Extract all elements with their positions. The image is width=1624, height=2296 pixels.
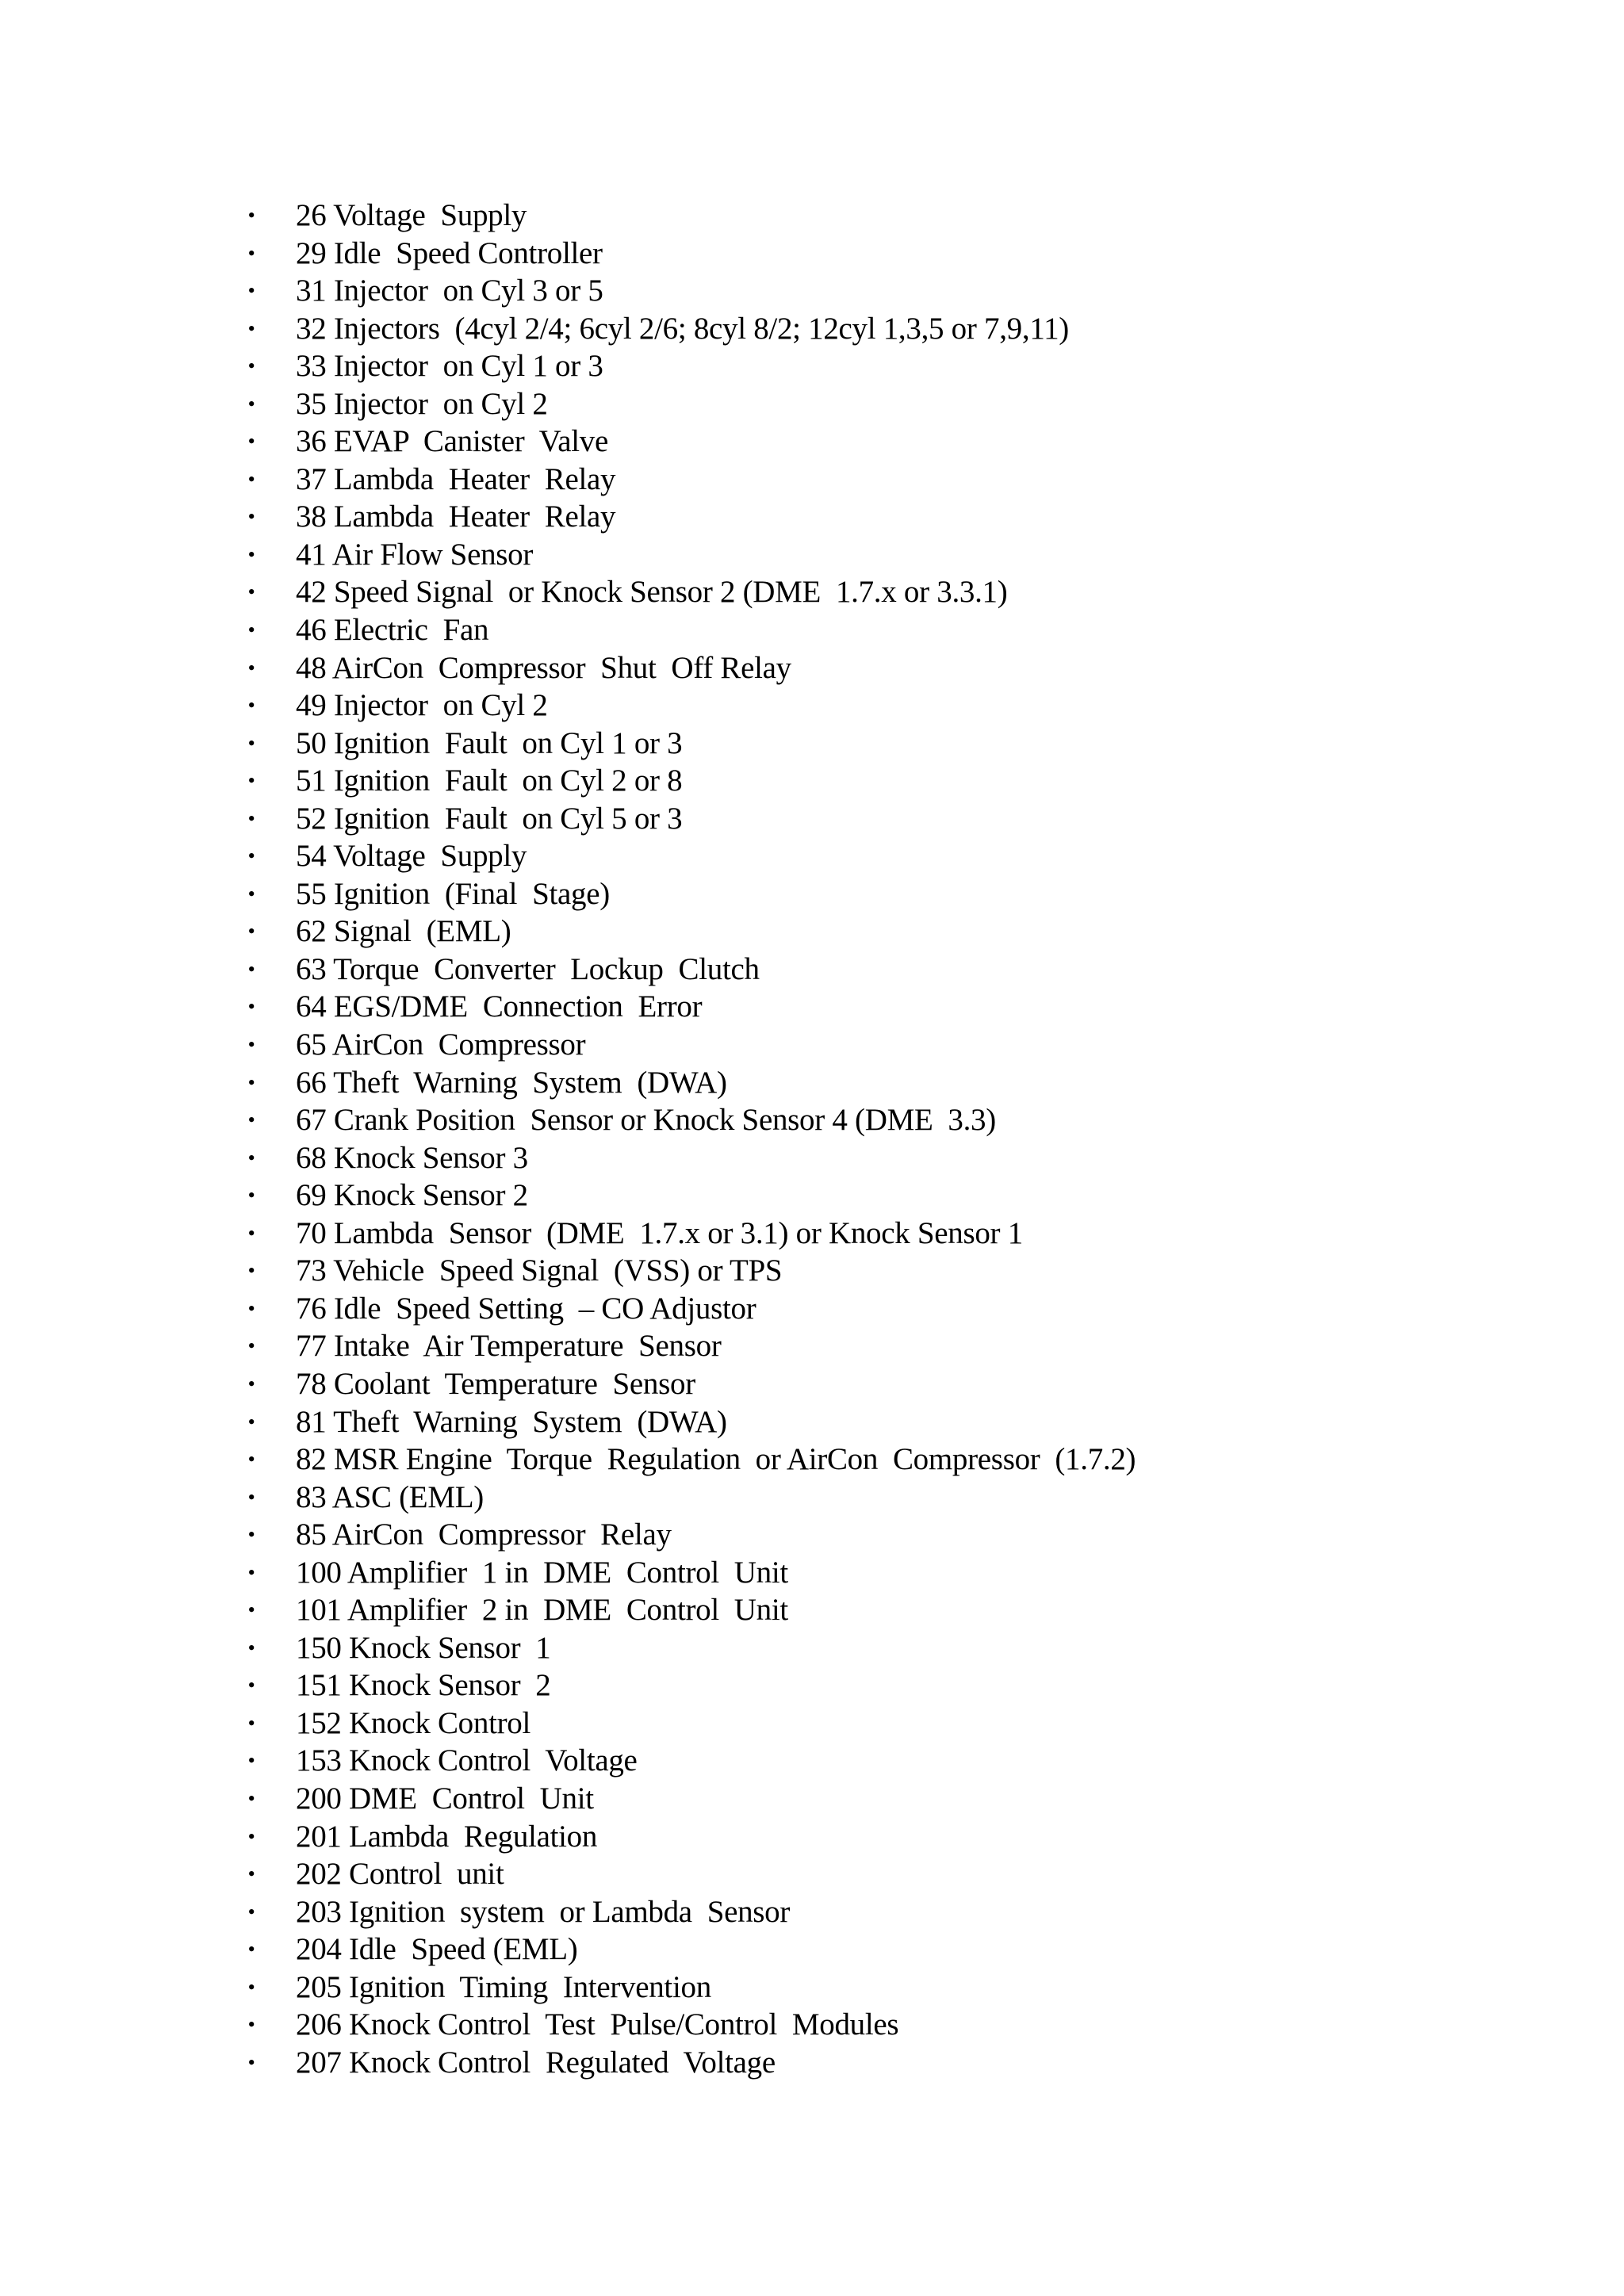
list-item-text: 68 Knock Sensor 3 <box>296 1140 528 1175</box>
bullet-icon: • <box>247 1523 255 1547</box>
bullet-icon: • <box>247 1824 255 1848</box>
bullet-icon: • <box>247 1749 255 1773</box>
list-item-text: 82 MSR Engine Torque Regulation or AirCon Compressor (1.7.2) <box>296 1442 1136 1477</box>
list-item-text: 37 Lambda Heater Relay <box>296 461 616 496</box>
list-item-text: 65 AirCon Compressor <box>296 1027 586 1062</box>
bullet-icon: • <box>247 1938 255 1961</box>
bullet-icon: • <box>247 2050 255 2074</box>
list-item-text: 69 Knock Sensor 2 <box>296 1178 528 1213</box>
bullet-icon: • <box>247 1636 255 1659</box>
list-item-text: 50 Ignition Fault on Cyl 1 or 3 <box>296 725 683 760</box>
bullet-icon: • <box>247 1862 255 1886</box>
list-item-text: 33 Injector on Cyl 1 or 3 <box>296 349 603 384</box>
list-item-text: 26 Voltage Supply <box>296 198 527 232</box>
list-item-text: 36 EVAP Canister Valve <box>296 424 608 459</box>
bullet-icon: • <box>247 1296 255 1320</box>
list-item-text: 52 Ignition Fault on Cyl 5 or 3 <box>296 801 683 836</box>
list-item-text: 64 EGS/DME Connection Error <box>296 989 703 1024</box>
bullet-icon: • <box>247 1410 255 1433</box>
bullet-icon: • <box>247 1674 255 1697</box>
bullet-icon: • <box>247 1448 255 1471</box>
list-item-text: 54 Voltage Supply <box>296 839 527 874</box>
bullet-icon: • <box>247 1334 255 1358</box>
bullet-icon: • <box>247 354 255 378</box>
bullet-icon: • <box>247 279 255 303</box>
list-item-text: 31 Injector on Cyl 3 or 5 <box>296 274 603 308</box>
bullet-icon: • <box>247 995 255 1019</box>
list-item-text: 203 Ignition system or Lambda Sensor <box>296 1894 791 1929</box>
list-item-text: 153 Knock Control Voltage <box>296 1743 638 1778</box>
bullet-icon: • <box>247 731 255 755</box>
bullet-icon: • <box>247 806 255 830</box>
list-item-text: 85 AirCon Compressor Relay <box>296 1517 672 1552</box>
bullet-icon: • <box>247 505 255 529</box>
list-item-text: 78 Coolant Temperature Sensor <box>296 1366 695 1401</box>
list-item-text: 32 Injectors (4cyl 2/4; 6cyl 2/6; 8cyl 8/2; 12cyl 1,3,5 or 7,9,11) <box>296 311 1069 346</box>
bullet-icon: • <box>247 1598 255 1622</box>
bullet-icon: • <box>247 1259 255 1283</box>
list-item-text: 70 Lambda Sensor (DME 1.7.x or 3.1) or Knock Sensor 1 <box>296 1215 1023 1250</box>
bullet-icon: • <box>247 1070 255 1094</box>
list-item-text: 81 Theft Warning System (DWA) <box>296 1404 727 1439</box>
list-item-text: 41 Air Flow Sensor <box>296 537 534 572</box>
bullet-icon: • <box>247 392 255 415</box>
list-item-text: 101 Amplifier 2 in DME Control Unit <box>296 1593 788 1628</box>
bullet-icon: • <box>247 1900 255 1923</box>
list-item-text: 100 Amplifier 1 in DME Control Unit <box>296 1555 788 1590</box>
bullet-icon: • <box>247 1560 255 1584</box>
bullet-icon: • <box>247 316 255 340</box>
bullet-icon: • <box>247 694 255 718</box>
bullet-icon: • <box>247 1786 255 1810</box>
list-item-text: 63 Torque Converter Lockup Clutch <box>296 951 760 986</box>
list-item-text: 62 Signal (EML) <box>296 914 511 949</box>
bullet-icon: • <box>247 920 255 943</box>
bullet-icon: • <box>247 618 255 642</box>
bullet-icon: • <box>247 467 255 491</box>
list-item-text: 42 Speed Signal or Knock Sensor 2 (DME 1.7.x or 3.3.1) <box>296 575 1008 610</box>
bullet-icon: • <box>247 1033 255 1057</box>
bullet-icon: • <box>247 656 255 679</box>
bullet-icon: • <box>247 844 255 868</box>
list-item-text: 76 Idle Speed Setting – CO Adjustor <box>296 1291 756 1326</box>
list-item-text: 206 Knock Control Test Pulse/Control Modules <box>296 2007 899 2042</box>
bullet-icon: • <box>247 2013 255 2037</box>
bullet-icon: • <box>247 204 255 227</box>
list-item-text: 73 Vehicle Speed Signal (VSS) or TPS <box>296 1253 783 1288</box>
list-item-text: 207 Knock Control Regulated Voltage <box>296 2045 776 2080</box>
list-item-text: 205 Ignition Timing Intervention <box>296 1969 711 2004</box>
list-item-text: 51 Ignition Fault on Cyl 2 or 8 <box>296 763 683 798</box>
bullet-icon: • <box>247 1975 255 1999</box>
list-item-text: 29 Idle Speed Controller <box>296 235 603 270</box>
bullet-icon: • <box>247 1184 255 1207</box>
bullet-icon: • <box>247 769 255 793</box>
bullet-icon: • <box>247 1146 255 1169</box>
bullet-icon: • <box>247 1221 255 1245</box>
list-item-text: 67 Crank Position Sensor or Knock Sensor 4 (DME 3.3) <box>296 1103 996 1138</box>
bullet-icon: • <box>247 957 255 981</box>
list-item-text: 46 Electric Fan <box>296 613 489 648</box>
bullet-icon: • <box>247 580 255 604</box>
list-item-text: 77 Intake Air Temperature Sensor <box>296 1329 722 1364</box>
list-item-text: 66 Theft Warning System (DWA) <box>296 1065 727 1100</box>
bullet-icon: • <box>247 1485 255 1509</box>
list-item-text: 38 Lambda Heater Relay <box>296 499 616 534</box>
list-item-text: 55 Ignition (Final Stage) <box>296 876 610 911</box>
bullet-icon: • <box>247 1372 255 1395</box>
list-item-text: 83 ASC (EML) <box>296 1479 484 1514</box>
list-item-text: 201 Lambda Regulation <box>296 1819 598 1854</box>
list-item-text: 202 Control unit <box>296 1857 504 1892</box>
bullet-icon: • <box>247 1108 255 1132</box>
bullet-icon: • <box>247 882 255 905</box>
list-item-text: 35 Injector on Cyl 2 <box>296 386 548 421</box>
bullet-icon: • <box>247 430 255 453</box>
list-item-text: 200 DME Control Unit <box>296 1781 594 1816</box>
list-item-text: 150 Knock Sensor 1 <box>296 1630 551 1665</box>
bullet-icon: • <box>247 542 255 566</box>
list-item-text: 49 Injector on Cyl 2 <box>296 688 548 723</box>
list-item-text: 48 AirCon Compressor Shut Off Relay <box>296 650 791 685</box>
bullet-icon: • <box>247 1711 255 1735</box>
bullet-icon: • <box>247 241 255 265</box>
list-item-text: 151 Knock Sensor 2 <box>296 1668 551 1703</box>
list-item-text: 152 Knock Control <box>296 1705 531 1740</box>
list-item-text: 204 Idle Speed (EML) <box>296 1932 578 1967</box>
